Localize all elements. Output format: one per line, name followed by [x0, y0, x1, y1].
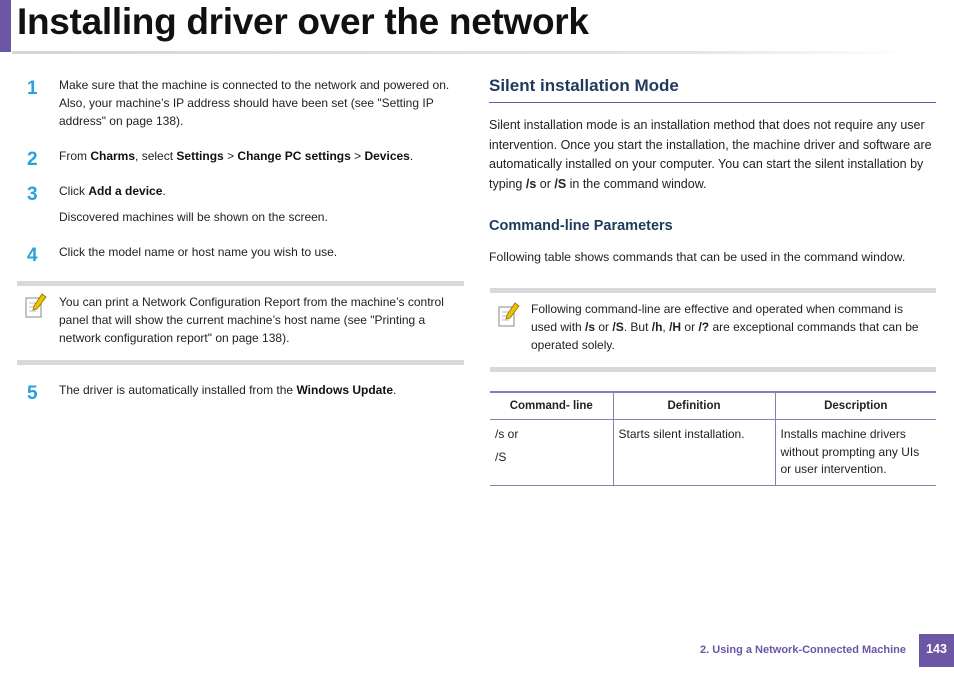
note-text-part: Following command-line are effective and operated when command is used with	[531, 302, 903, 334]
step-text	[59, 76, 464, 130]
intro-text: in the command window.	[566, 176, 707, 191]
command-s-lower: /s	[585, 320, 596, 334]
step-number: 2	[27, 149, 38, 170]
note-box	[17, 281, 464, 365]
cell-definition: Starts silent installation.	[613, 420, 775, 486]
command-s-lower: /s	[525, 176, 537, 191]
command-note-text	[531, 300, 931, 354]
note-pencil-icon	[25, 293, 47, 319]
step-text	[59, 147, 464, 165]
step-text-part: .	[393, 383, 397, 397]
column-header-definition: Definition	[613, 392, 775, 420]
command-h-upper: /H	[669, 320, 682, 334]
step-text	[59, 243, 464, 261]
ui-term-change-pc-settings: Change PC settings	[237, 149, 351, 163]
intro-text: or	[536, 176, 555, 191]
page-number: 143	[919, 634, 954, 667]
table-row	[490, 420, 936, 486]
command-help: /?	[698, 320, 710, 334]
step-text-part: Click the model name or host name you wish to use.	[59, 245, 338, 259]
ui-term-settings: Settings	[176, 149, 224, 163]
step-text-part: , select	[135, 149, 177, 163]
step-text-part: From	[59, 149, 91, 163]
column-header-description: Description	[775, 392, 936, 420]
title-underline	[12, 51, 912, 54]
step-text-part: >	[350, 149, 365, 163]
command-line-table	[490, 391, 936, 486]
subsection-heading: Command-line Parameters	[489, 218, 673, 234]
intro-text: Silent installation mode is an installation method that does not require any user intervention. Once you start the installation, the machine driver and software are automatically installed on your computer. You can start the silent installation by typing	[489, 118, 932, 191]
step-text	[59, 381, 464, 399]
command-s-upper: /S	[554, 176, 567, 191]
note-text-part: ,	[662, 320, 670, 334]
intro-paragraph	[489, 116, 936, 194]
step-text	[59, 182, 464, 200]
section-divider	[489, 102, 936, 103]
note-text: You can print a Network Configuration Report from the machine’s control panel that will show the current machine’s host name (see "Printing a network configuration report" on page 138).	[59, 295, 444, 345]
step-text-part: >	[223, 149, 238, 163]
step-number: 3	[27, 184, 38, 205]
step-extra-text: Discovered machines will be shown on the screen.	[59, 210, 328, 224]
step-text-part: .	[162, 184, 166, 198]
command-line-value: /s or	[495, 427, 519, 441]
step-text-part: .	[409, 149, 414, 163]
command-line-value: /S	[495, 449, 507, 464]
command-note-box	[490, 288, 936, 372]
cell-description: Installs machine drivers without prompting any UIs or user intervention.	[775, 420, 936, 486]
step-number: 4	[27, 245, 38, 266]
step-text-part: Click	[59, 184, 89, 198]
ui-term-windows-update: Windows Update	[296, 383, 393, 397]
ui-term-add-a-device: Add a device	[88, 184, 163, 198]
title-accent-bar	[0, 0, 11, 52]
step-number: 1	[27, 78, 38, 99]
note-text-part: . But	[623, 320, 652, 334]
ui-term-devices: Devices	[364, 149, 410, 163]
step-text-part: Make sure that the machine is connected to the network and powered on. Also, your machine’s IP address should have been set (see "Setting IP address" on page 138).	[59, 78, 450, 128]
cell-command-line	[490, 420, 613, 486]
column-header-command-line: Command- line	[490, 392, 613, 420]
step-text-part: The driver is automatically installed from the	[59, 383, 297, 397]
footer-chapter-title: 2. Using a Network-Connected Machine	[700, 644, 906, 656]
page-title: Installing driver over the network	[17, 1, 589, 42]
ui-term-charms: Charms	[90, 149, 136, 163]
note-text-part: are exceptional commands that can be operated solely.	[531, 320, 919, 352]
table-header-row	[490, 392, 936, 420]
note-text-part: or	[595, 320, 613, 334]
step-number: 5	[27, 383, 38, 404]
table-intro-text: Following table shows commands that can be used in the command window.	[489, 250, 906, 264]
command-s-upper: /S	[612, 320, 624, 334]
section-heading: Silent installation Mode	[489, 76, 679, 95]
note-pencil-icon	[498, 302, 520, 328]
command-h-lower: /h	[651, 320, 663, 334]
note-text-part: or	[681, 320, 699, 334]
